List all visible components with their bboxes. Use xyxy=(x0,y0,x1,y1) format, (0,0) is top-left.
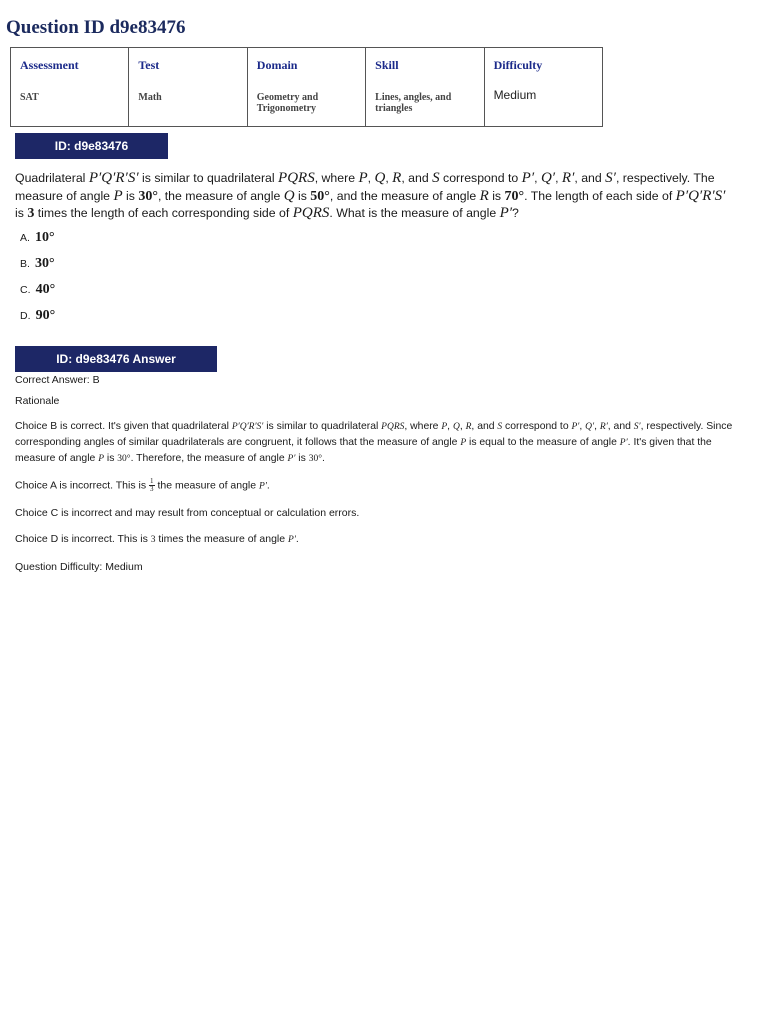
choice-value: 10° xyxy=(34,230,55,245)
value-30-degrees: 30° xyxy=(308,454,322,464)
meta-header-assessment: Assessment xyxy=(20,58,79,72)
meta-cell-assessment xyxy=(11,48,129,127)
question-text: is xyxy=(122,188,139,203)
math-p-prime: P′ xyxy=(571,422,580,432)
rationale-label: Rationale xyxy=(15,395,60,407)
meta-header-skill: Skill xyxy=(375,58,399,72)
question-text: is similar to quadrilateral xyxy=(138,171,279,185)
math-q-prime: Q′ xyxy=(585,422,595,432)
question-text: , where xyxy=(314,171,359,185)
question-text: is xyxy=(15,206,28,220)
math-r: R xyxy=(479,187,489,204)
question-difficulty: Question Difficulty: Medium xyxy=(15,561,143,573)
math-q: Q xyxy=(452,422,460,432)
choice-letter: D. xyxy=(20,310,31,322)
rationale-text: , respectively. Since corresponding angles of similar quadrilaterals are congruent, it follows that the measure of angle xyxy=(15,421,733,448)
rationale-choice-b: Choice B is correct. It's given that quadrilateral P′Q′R′S′ is similar to quadrilateral PQRS, where P, Q, R, and S correspond to P′, Q′, R′, and S′, respectively. Since corresponding angles of similar quadrilaterals are congruent, it follows that the measure of angle P is equal to the measure of angle P′. It's given that the measure of angle P is 30°. Therefore, the measure of angle P′ is 30°. xyxy=(15,421,733,464)
choice-letter: A. xyxy=(20,232,30,244)
meta-cell-skill xyxy=(366,48,484,127)
math-p: P xyxy=(441,422,448,432)
question-text: , and xyxy=(401,171,433,185)
math-s-prime: S′ xyxy=(605,170,616,186)
choice-d[interactable] xyxy=(20,308,55,324)
math-pqrs: PQRS xyxy=(278,170,315,186)
rationale-choice-a: Choice A is incorrect. This is $\frac{1}{3}$ the measure of angle P′. xyxy=(15,477,270,493)
choice-value: 40° xyxy=(35,282,56,297)
math-p-prime: P′ xyxy=(287,454,296,464)
meta-cell-difficulty xyxy=(484,48,602,127)
question-text: ? xyxy=(512,206,519,220)
rationale-text: is xyxy=(104,453,118,464)
page-title: Question ID d9e83476 xyxy=(6,17,186,38)
math-p: P xyxy=(358,170,368,186)
math-p-prime: P′ xyxy=(499,205,513,221)
question-text: , the measure of angle xyxy=(157,188,284,203)
meta-header-difficulty: Difficulty xyxy=(493,58,543,72)
choice-value: 30° xyxy=(34,256,55,271)
rationale-text: Choice D is incorrect. This is xyxy=(15,533,151,545)
meta-value-test: Math xyxy=(138,92,162,103)
value-3: 3 xyxy=(150,535,156,545)
math-r-prime: R′ xyxy=(561,170,575,186)
rationale-text: , where xyxy=(404,421,442,432)
math-pqrs: PQRS xyxy=(381,422,405,432)
math-q: Q xyxy=(283,187,295,204)
question-text: . What is the measure of angle xyxy=(329,206,500,220)
math-s-prime: S′ xyxy=(633,422,641,432)
rationale-text: times the measure of angle xyxy=(155,533,289,545)
math-q-prime: Q′ xyxy=(540,170,556,186)
question-text: times the length of each corresponding side of xyxy=(34,206,293,220)
fraction-denominator: 3 xyxy=(150,485,154,493)
math-pqrs-prime: P′Q′R′S′ xyxy=(88,170,139,186)
question-text: is xyxy=(488,188,505,203)
rationale-text: , and xyxy=(471,421,498,432)
rationale-text: . xyxy=(322,453,325,464)
correct-answer: Correct Answer: B xyxy=(15,374,100,386)
choice-value: 90° xyxy=(35,308,56,323)
math-p-prime: P′ xyxy=(259,481,267,492)
question-meta-table xyxy=(10,47,603,127)
math-p: P xyxy=(113,187,123,204)
choice-letter: C. xyxy=(20,284,31,296)
math-p-prime: P′ xyxy=(521,170,535,186)
value-30-degrees: 30° xyxy=(117,454,131,464)
math-r: R xyxy=(465,422,472,432)
math-pqrs-prime: P′Q′R′S′ xyxy=(675,187,726,204)
rationale-text: is similar to quadrilateral xyxy=(263,421,382,432)
question-id-banner: ID: d9e83476 xyxy=(15,133,168,159)
question-text: , respectively. The measure of angle xyxy=(15,171,715,203)
choice-letter: B. xyxy=(20,258,30,270)
meta-value-assessment: SAT xyxy=(20,92,39,103)
value-30-degrees: 30° xyxy=(138,188,158,204)
question-stem: Quadrilateral P′Q′R′S′ is similar to quadrilateral PQRS, where P, Q, R, and S correspond to P′, Q′, R′, and S′, respectively. The measure of angle P is 30°, the measure of angle Q is 50°, and the measure of angle R is 70°. The length of each side of P′Q′R′S′ is 3 times the length of each corresponding side of PQRS. What is the measure of angle P′? xyxy=(15,170,726,221)
meta-cell-domain xyxy=(247,48,365,127)
rationale-text: Choice B is correct. It's given that quadrilateral xyxy=(15,421,232,432)
question-text: correspond to xyxy=(439,171,522,185)
value-70-degrees: 70° xyxy=(504,188,525,204)
meta-value-difficulty: Medium xyxy=(493,88,537,102)
math-p-prime: P′ xyxy=(619,438,628,448)
math-s: S xyxy=(432,170,440,186)
math-r-prime: R′ xyxy=(599,422,608,432)
rationale-text: . It's given that the measure of angle xyxy=(15,437,712,464)
choice-c[interactable] xyxy=(20,282,55,298)
rationale-text: is equal to the measure of angle xyxy=(466,437,620,448)
value-50-degrees: 50° xyxy=(310,188,330,204)
question-text: , and the measure of angle xyxy=(329,188,480,203)
rationale-text: Choice A is incorrect. This is xyxy=(15,479,150,492)
meta-header-domain: Domain xyxy=(256,58,298,72)
meta-value-domain: Geometry and Trigonometry xyxy=(256,92,319,114)
question-text: is xyxy=(294,188,311,203)
math-pqrs-prime: P′Q′R′S′ xyxy=(231,422,264,432)
rationale-choice-d: Choice D is incorrect. This is 3 times the measure of angle P′. xyxy=(15,533,299,545)
math-r: R xyxy=(392,170,402,186)
math-p: P xyxy=(460,438,467,448)
math-q: Q xyxy=(374,170,386,186)
rationale-text: the measure of angle xyxy=(154,479,260,492)
meta-cell-test xyxy=(129,48,247,127)
fraction-numerator: 1 xyxy=(150,477,154,485)
choice-a[interactable] xyxy=(20,230,55,246)
question-text: Quadrilateral xyxy=(15,171,89,185)
answer-id-banner: ID: d9e83476 Answer xyxy=(15,346,217,372)
rationale-choice-c: Choice C is incorrect and may result from conceptual or calculation errors. xyxy=(15,507,360,519)
math-p-prime: P′ xyxy=(288,535,296,545)
value-3: 3 xyxy=(27,206,35,221)
math-s: S xyxy=(497,422,503,432)
rationale-text: . Therefore, the measure of angle xyxy=(130,453,288,464)
rationale-text: is xyxy=(295,453,309,464)
meta-value-skill: Lines, angles, and triangles xyxy=(375,92,452,114)
rationale-text: correspond to xyxy=(502,421,572,432)
question-text: . The length of each side of xyxy=(524,188,676,203)
meta-header-test: Test xyxy=(138,58,160,72)
math-pqrs: PQRS xyxy=(292,205,330,221)
choice-b[interactable] xyxy=(20,256,55,272)
math-p: P xyxy=(98,454,104,464)
